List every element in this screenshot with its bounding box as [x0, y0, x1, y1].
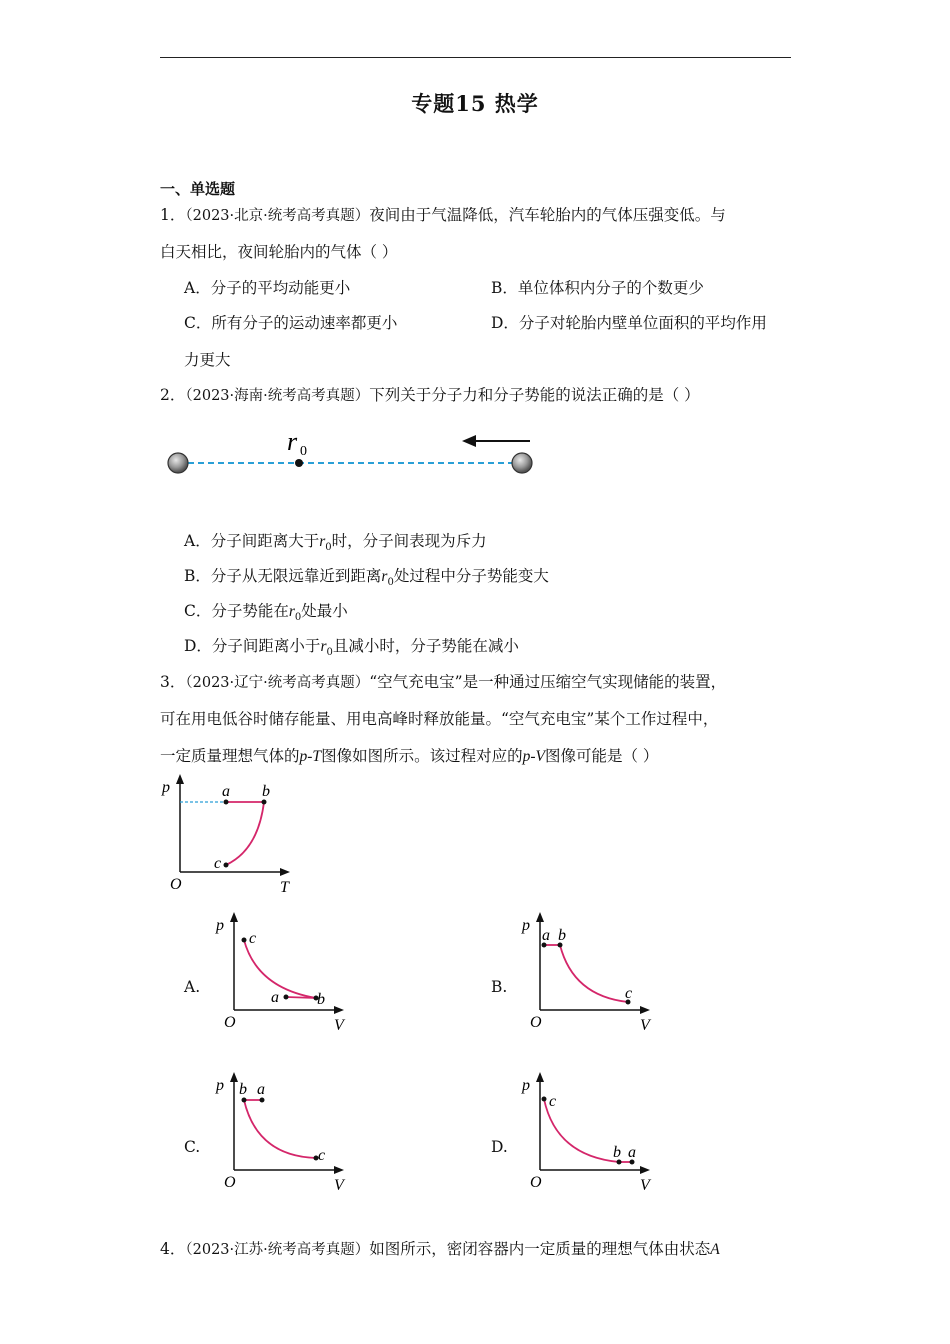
- q3-option-a: A.: [184, 978, 201, 996]
- q2-option-b-post: 处过程中分子势能变大: [393, 567, 549, 585]
- b-y-arrow-icon: [536, 912, 544, 922]
- d-x-arrow-icon: [640, 1166, 650, 1174]
- q1-option-d-cont: 力更大: [184, 351, 231, 369]
- c-y-arrow-icon: [230, 1072, 238, 1082]
- q3-pt-label: p-T: [299, 748, 322, 765]
- pt-o-label: O: [170, 876, 182, 893]
- b-c-label: c: [625, 985, 633, 1002]
- a-c-label: c: [249, 930, 257, 947]
- page-title: 专题15 热学: [411, 91, 539, 116]
- q2-option-a-pre: A．分子间距离大于: [184, 532, 320, 550]
- q2-molecule-figure: [160, 420, 540, 490]
- q3-line1: [160, 670, 726, 692]
- pt-c-label: c: [214, 855, 222, 872]
- a-b-label: b: [317, 991, 325, 1008]
- q2-option-c-sub: 0: [294, 612, 302, 624]
- q2-option-c-post: 处最小: [301, 602, 348, 620]
- q2-option-d-r: r: [320, 638, 327, 655]
- c-o-label: O: [224, 1174, 236, 1191]
- c-x-arrow-icon: [334, 1166, 344, 1174]
- c-v-label: V: [334, 1177, 344, 1193]
- q4-state-a: A: [710, 1241, 720, 1258]
- q4-line1: [160, 1237, 720, 1259]
- q2-option-c: [184, 599, 348, 623]
- q1-option-c: C．所有分子的运动速率都更小: [184, 314, 398, 332]
- q3-option-a-graph: [212, 908, 352, 1033]
- q2-r0-point: [295, 459, 303, 467]
- q2-option-b: [184, 564, 549, 588]
- q2-option-c-pre: C．分子势能在: [184, 602, 289, 620]
- q2-option-d-pre: D．分子间距离小于: [184, 637, 321, 655]
- q2-arrow-icon: [462, 435, 476, 447]
- q3-stem-3c: 图像可能是（ ）: [544, 747, 659, 765]
- a-y-arrow-icon: [230, 912, 238, 922]
- q2-left-molecule: [168, 453, 188, 473]
- d-p-label: p: [522, 1077, 530, 1094]
- d-v-label: V: [640, 1177, 650, 1193]
- q2-option-b-r: r: [381, 568, 388, 585]
- d-y-arrow-icon: [536, 1072, 544, 1082]
- q3-option-d-graph: [518, 1068, 658, 1193]
- q2-line1: [160, 383, 700, 405]
- pt-x-arrow-icon: [280, 868, 290, 876]
- c-c-label: c: [318, 1147, 326, 1164]
- q2-option-a: [184, 529, 487, 553]
- q2-option-d: [184, 634, 519, 658]
- q3-option-d: D.: [491, 1138, 508, 1156]
- pt-t-label: T: [280, 879, 289, 896]
- q3-stem-3b: 图像如图所示。该过程对应的: [321, 747, 523, 765]
- q1-source: （2023·北京·统考高考真题）: [185, 208, 370, 224]
- q3-option-c-graph: [212, 1068, 352, 1193]
- b-o-label: O: [530, 1014, 542, 1031]
- b-p-label: p: [522, 917, 530, 934]
- a-p-label: p: [216, 917, 224, 934]
- q1-number: 1．: [160, 206, 186, 224]
- pt-b-label: b: [262, 783, 270, 800]
- d-a-label: a: [628, 1144, 636, 1161]
- q3-option-b: B.: [491, 978, 508, 996]
- q2-r0-subscript: 0: [300, 444, 307, 459]
- q2-r0-label: r: [287, 427, 298, 456]
- a-x-arrow-icon: [334, 1006, 344, 1014]
- q3-pt-graph: [158, 772, 298, 897]
- a-o-label: O: [224, 1014, 236, 1031]
- q4-source: （2023·江苏·统考高考真题）: [185, 1242, 370, 1258]
- q2-source: （2023·海南·统考高考真题）: [185, 388, 370, 404]
- pt-a-label: a: [222, 783, 230, 800]
- b-v-label: V: [640, 1017, 650, 1033]
- d-o-label: O: [530, 1174, 542, 1191]
- q2-option-b-pre: B．分子从无限远靠近到距离: [184, 567, 382, 585]
- d-c-label: c: [549, 1093, 557, 1110]
- q3-option-c: C.: [184, 1138, 201, 1156]
- q1-line1: [160, 203, 726, 225]
- q1-line2: 白天相比，夜间轮胎内的气体（ ）: [160, 243, 398, 261]
- q2-right-molecule: [512, 453, 532, 473]
- q4-stem: 如图所示，密闭容器内一定质量的理想气体由状态: [369, 1240, 711, 1258]
- c-p-label: p: [216, 1077, 224, 1094]
- q3-option-b-graph: [518, 908, 658, 1033]
- q2-option-d-sub: 0: [326, 647, 333, 659]
- b-b-label: b: [558, 927, 566, 944]
- q2-option-c-r: r: [288, 603, 295, 620]
- d-b-label: b: [613, 1144, 621, 1161]
- q4-number: 4．: [160, 1240, 186, 1258]
- q2-option-a-post: 时，分子间表现为斥力: [331, 532, 487, 550]
- q1-option-a: A．分子的平均动能更小: [184, 279, 351, 297]
- a-v-label: V: [334, 1017, 344, 1033]
- q2-option-d-post: 且减小时，分子势能在减小: [332, 637, 519, 655]
- q3-line3: [160, 744, 658, 766]
- q3-line2: 可在用电低谷时储存能量、用电高峰时释放能量。“空气充电宝”某个工作过程中，: [160, 710, 719, 728]
- pt-p-label: p: [162, 779, 170, 796]
- q3-stem-1: “空气充电宝”是一种通过压缩空气实现储能的装置，: [369, 673, 727, 691]
- section-heading: 一、单选题: [160, 180, 236, 198]
- c-b-label: b: [239, 1081, 247, 1098]
- q3-number: 3．: [160, 673, 186, 691]
- q3-source: （2023·辽宁·统考高考真题）: [185, 675, 370, 691]
- q2-number: 2．: [160, 386, 186, 404]
- q1-option-d: D．分子对轮胎内壁单位面积的平均作用: [491, 314, 767, 332]
- q2-stem: 下列关于分子力和分子势能的说法正确的是（ ）: [369, 386, 700, 404]
- b-x-arrow-icon: [640, 1006, 650, 1014]
- q2-option-a-r: r: [319, 533, 326, 550]
- q3-stem-3a: 一定质量理想气体的: [160, 747, 300, 765]
- header-rule: [160, 57, 791, 58]
- q1-stem-1: 夜间由于气温降低，汽车轮胎内的气体压强变低。与: [369, 206, 726, 224]
- pt-y-arrow-icon: [176, 774, 184, 784]
- a-a-label: a: [271, 989, 279, 1006]
- q1-option-b: B．单位体积内分子的个数更少: [491, 279, 704, 297]
- q3-pv-label: p-V: [522, 748, 545, 765]
- c-a-label: a: [257, 1081, 265, 1098]
- b-a-label: a: [542, 927, 550, 944]
- q2-option-a-sub: 0: [325, 542, 332, 554]
- q2-option-b-sub: 0: [387, 577, 394, 589]
